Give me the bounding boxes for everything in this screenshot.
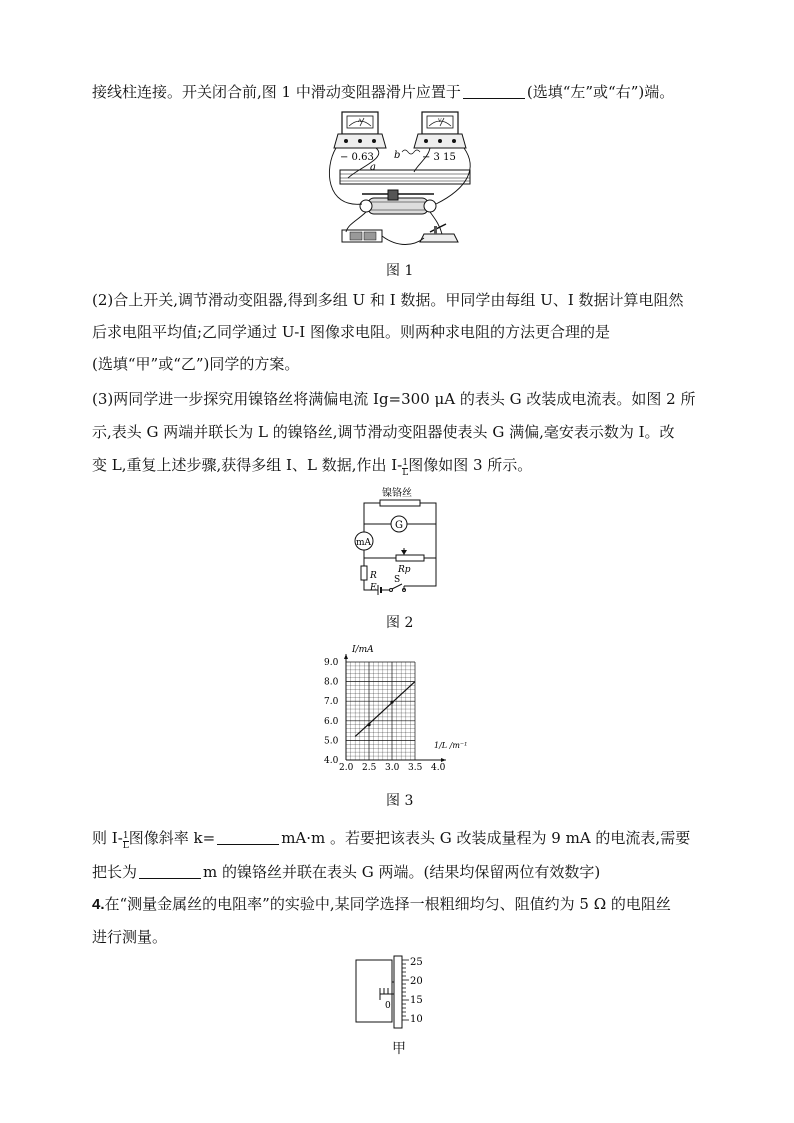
ammeter [334,112,386,148]
figure-3-caption: 图 3 [386,793,414,809]
rheostat-rp-symbol [396,555,424,561]
label-b: b [394,150,401,161]
chart-ticks [324,658,446,773]
figure-2-caption: 图 2 [386,615,414,631]
question-4-line-2: 进行测量。 [92,928,168,946]
ammeter-symbol: A [358,118,362,124]
milliammeter-label: mA [356,538,372,548]
thimble [394,956,402,1028]
question-3-length-line: 把长为 m 的镍铬丝并联在表头 G 两端。(结果均保留两位有效数字) [92,863,601,881]
figure-2-circuit [344,486,444,598]
chart-ylabel: I/mA [352,645,374,655]
r-label: R [370,571,377,581]
thimble-label-10: 10 [410,1014,423,1025]
fraction-one-over-l: $\frac{1}{L}$ [402,458,409,478]
question-3-line-1: (3)两同学进一步探究用镍铬丝将满偏电流 Ig=300 μA 的表头 G 改装成电流表。如图 2 所 [92,390,696,408]
thimble-label-25: 25 [410,957,423,968]
x-tick-label: 2.5 [362,763,377,773]
figure-1-caption: 图 1 [386,263,414,279]
y-tick-label: 8.0 [324,677,339,688]
ammeter-terminals: − 0.63 [340,152,374,163]
question-2-line-3: (选填“甲”或“乙”)同学的方案。 [92,355,300,373]
micrometer-body [356,960,392,1022]
x-tick-label: 3.0 [385,763,400,773]
y-axis-arrow [344,654,348,659]
battery [342,230,382,242]
y-tick-label: 5.0 [324,736,339,747]
e-label: E [370,583,377,593]
s-label: S [394,575,401,585]
resistor-r-symbol [361,566,367,580]
y-tick-label: 9.0 [324,658,339,668]
nichrome-wire-label: 镍铬丝 [382,488,412,499]
y-tick-label: 4.0 [324,756,339,766]
question-3-slope-line: 则 I- $\frac{1}{L}$ 图像斜率 k= mA·m 。若要把该表头 G 改装成量程为 9 mA 的电流表,需要 [92,829,691,851]
x-axis-arrow [441,758,446,762]
question-3-line-3: 变 L,重复上述步骤,获得多组 I、L 数据,作出 I- $\frac{1}{L}$ 图像如图 3 所示。 [92,456,533,478]
question-2-line-2: 后求电阻平均值;乙同学通过 U-I 图像求电阻。则两种求电阻的方法更合理的是 [92,323,610,341]
voltmeter [414,112,466,148]
galvanometer-label: G [395,520,403,531]
thimble-label-20: 20 [410,976,423,987]
question-4-line-1: 4.在“测量金属丝的电阻率”的实验中,某同学选择一根粗细均匀、阻值约为 5 Ω 的电阻丝 [92,895,671,913]
data-point [390,701,393,704]
chart-grid [344,654,446,762]
answer-blank-slope[interactable] [217,830,279,845]
question-4-number: 4. [92,896,105,913]
sleeve-zero-label: 0 [385,1001,391,1011]
answer-blank-length[interactable] [139,864,201,879]
rp-label: Rp [398,565,411,575]
x-tick-label: 3.5 [408,763,423,773]
chart-xlabel: 1/L /m⁻¹ [434,741,468,750]
data-point [367,723,370,726]
fraction-one-over-l-2: $\frac{1}{L}$ [122,831,129,851]
x-tick-label: 4.0 [431,763,446,773]
figure-4-micrometer [354,954,444,1030]
slide-rheostat [360,190,436,214]
answer-blank-slider[interactable] [463,84,525,99]
x-tick-label: 2.0 [339,763,354,773]
figure-4-caption: 甲 [392,1041,406,1057]
question-2-line-1: (2)合上开关,调节滑动变阻器,得到多组 U 和 I 数据。甲同学由每组 U、I 数据计算电阻然 [92,291,684,309]
question-3-line-2: 示,表头 G 两端并联长为 L 的镍铬丝,调节滑动变阻器使表头 G 满偏,毫安表示数为 I。改 [92,423,675,441]
thimble-label-15: 15 [410,995,423,1006]
figure-3-chart [322,640,468,780]
label-a: a [370,162,376,173]
y-tick-label: 7.0 [324,697,339,708]
figure-1-apparatus [318,108,478,254]
voltmeter-terminals: − 3 15 [422,152,456,163]
resistance-wire-board [340,170,470,184]
y-tick-label: 6.0 [324,716,339,727]
voltmeter-symbol: V [438,118,442,124]
line-slider-position: 接线柱连接。开关闭合前,图 1 中滑动变阻器滑片应置于 (选填“左”或“右”)端。 [92,83,675,101]
